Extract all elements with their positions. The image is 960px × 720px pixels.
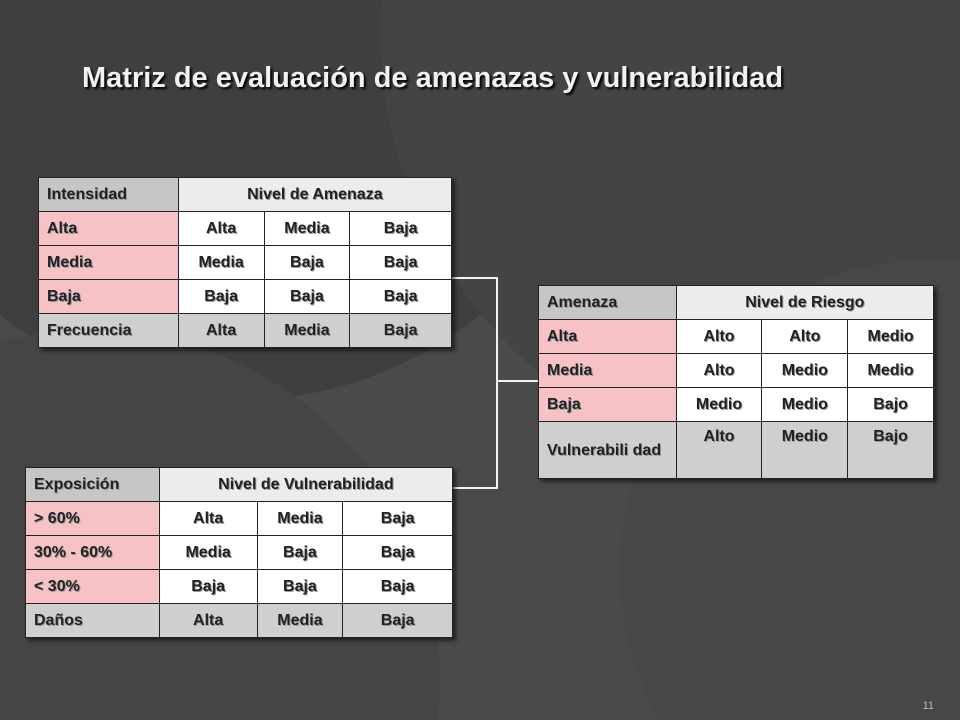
slide-title: Matriz de evaluación de amenazas y vulnerabilidad bbox=[82, 62, 784, 94]
table-header-row bbox=[26, 468, 453, 502]
header-nivel-riesgo: Nivel de Riesgo bbox=[676, 286, 933, 320]
table-row bbox=[39, 280, 452, 314]
table-cell: Baja bbox=[343, 502, 453, 536]
row-label: Media bbox=[539, 354, 677, 388]
row-label: 30% - 60% bbox=[26, 536, 160, 570]
table-cell: Baja bbox=[343, 604, 453, 638]
row-label: Baja bbox=[39, 280, 179, 314]
header-nivel-vulnerabilidad: Nivel de Vulnerabilidad bbox=[159, 468, 452, 502]
header-exposicion: Exposición bbox=[26, 468, 160, 502]
table-row bbox=[26, 570, 453, 604]
row-label: Media bbox=[39, 246, 179, 280]
table-cell: Baja bbox=[350, 246, 452, 280]
table-cell: Alta bbox=[159, 604, 257, 638]
vulnerabilidad-matrix-table bbox=[25, 467, 453, 638]
table-cell: Baja bbox=[343, 570, 453, 604]
table-cell: Medio bbox=[848, 320, 934, 354]
row-label: Baja bbox=[539, 388, 677, 422]
row-label: Alta bbox=[39, 212, 179, 246]
table-row bbox=[39, 246, 452, 280]
table-cell: Alta bbox=[178, 314, 264, 348]
table-cell: Baja bbox=[178, 280, 264, 314]
table-row bbox=[539, 320, 934, 354]
connector-line bbox=[496, 380, 538, 382]
table-row bbox=[539, 354, 934, 388]
table-footer-row bbox=[39, 314, 452, 348]
header-amenaza: Amenaza bbox=[539, 286, 677, 320]
table-cell: Media bbox=[264, 314, 350, 348]
row-label: > 60% bbox=[26, 502, 160, 536]
table-cell: Baja bbox=[257, 536, 343, 570]
table-cell: Alto bbox=[762, 320, 848, 354]
table-cell: Media bbox=[257, 502, 343, 536]
footer-label: Daños bbox=[26, 604, 160, 638]
table-cell: Baja bbox=[257, 570, 343, 604]
connector-line bbox=[452, 277, 498, 489]
table-row bbox=[26, 536, 453, 570]
table-cell: Baja bbox=[264, 246, 350, 280]
table-cell: Baja bbox=[350, 314, 452, 348]
table-cell: Alto bbox=[676, 354, 762, 388]
table-row bbox=[39, 212, 452, 246]
table-cell: Baja bbox=[264, 280, 350, 314]
table-cell: Baja bbox=[159, 570, 257, 604]
table-cell: Alta bbox=[159, 502, 257, 536]
table-cell: Media bbox=[178, 246, 264, 280]
slide-number: 11 bbox=[922, 700, 934, 712]
table-cell: Medio bbox=[762, 422, 848, 479]
table-cell: Media bbox=[257, 604, 343, 638]
table-row bbox=[539, 388, 934, 422]
header-nivel-amenaza: Nivel de Amenaza bbox=[178, 178, 451, 212]
table-cell: Baja bbox=[343, 536, 453, 570]
row-label: Alta bbox=[539, 320, 677, 354]
table-header-row bbox=[39, 178, 452, 212]
table-cell: Alta bbox=[178, 212, 264, 246]
header-intensidad: Intensidad bbox=[39, 178, 179, 212]
table-cell: Medio bbox=[762, 388, 848, 422]
table-cell: Alto bbox=[676, 320, 762, 354]
table-cell: Media bbox=[264, 212, 350, 246]
table-cell: Baja bbox=[350, 280, 452, 314]
riesgo-matrix-table bbox=[538, 285, 934, 479]
table-cell: Medio bbox=[762, 354, 848, 388]
table-cell: Media bbox=[159, 536, 257, 570]
table-footer-row bbox=[26, 604, 453, 638]
table-header-row bbox=[539, 286, 934, 320]
table-cell: Medio bbox=[848, 354, 934, 388]
table-cell: Bajo bbox=[848, 388, 934, 422]
table-cell: Baja bbox=[350, 212, 452, 246]
table-cell: Bajo bbox=[848, 422, 934, 479]
footer-label: Frecuencia bbox=[39, 314, 179, 348]
row-label: < 30% bbox=[26, 570, 160, 604]
table-footer-row bbox=[539, 422, 934, 479]
table-cell: Alto bbox=[676, 422, 762, 479]
table-row bbox=[26, 502, 453, 536]
table-cell: Medio bbox=[676, 388, 762, 422]
footer-label: Vulnerabili dad bbox=[539, 422, 677, 479]
amenaza-matrix-table bbox=[38, 177, 452, 348]
